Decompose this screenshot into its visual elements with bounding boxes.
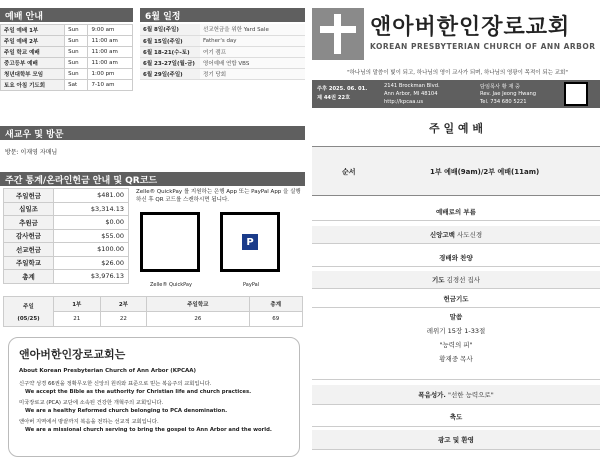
info-bar [312,80,600,108]
worship-header [0,8,133,22]
worship-time: 11:00 am [88,36,133,47]
announcements-welcome: 광고 및 환영 [438,436,474,444]
finance-label: 감사헌금 [4,229,54,243]
worship-row [1,25,133,36]
worship-time: 1:00 pm [88,69,133,80]
attendance-label [4,297,54,327]
finance-row [4,270,129,284]
schedule-date: 6월 18-21(수-토) [140,46,200,57]
finance-label: 주일학교 [4,256,54,270]
finance-row [4,202,129,216]
paypal-label: PayPal [243,282,260,288]
worship-time: 9:00 am [88,25,133,36]
scripture: 레위기 15장 1-33절 [426,327,486,335]
word-label: 말씀 [449,313,463,321]
creed-value: 사도신경 [457,231,483,239]
hymn-label: 폭음성가. [418,391,446,399]
blessing-row [312,407,600,427]
schedule-header [140,8,305,22]
visitors-title: 새교우 및 방문 [5,129,64,140]
zelle-label: Zelle® QuickPay [150,282,192,288]
attendance-value: 22 [100,312,147,327]
attendance-table [3,296,303,327]
finance-label: 선교헌금 [4,243,54,257]
pastor-name: 담임목사 황 재 중 [480,84,521,90]
praise-item: 경배와 찬양 [439,254,473,262]
online-giving-note: Zelle® QuickPay 를 지원하는 은행 App 또는 PayPal App 을 실행하신 후 QR 코드를 스캔하시면 됩니다. [136,189,301,203]
welcome-row [312,430,600,450]
worship-row [1,80,133,91]
church-address1: 2141 Brockman Blvd. [384,83,440,89]
worship-time: 7-10 am [88,80,133,91]
creed-label: 신앙고백 [429,231,455,239]
order-row [312,146,600,196]
finance-amount: $26.00 [54,256,129,270]
schedule-row [140,24,305,35]
offering-prayer: 헌금기도 [443,295,469,303]
praise-row [312,249,600,267]
church-name-ko: 앤아버한인장로교회 [370,15,571,40]
order-value: 1부 예배(9am)/2부 예배(11am) [430,168,540,176]
finance-row [4,256,129,270]
finance-row [4,243,129,257]
finance-row [4,229,129,243]
blessing: 축도 [449,413,463,421]
finance-amount: $55.00 [54,229,129,243]
order-label: 순서 [342,168,356,176]
schedule-date: 6월 29일(주일) [140,68,200,79]
schedule-event: 영어예배 연합 VBS [200,57,305,68]
worship-day: Sat [65,80,88,91]
worship-time: 11:00 am [88,58,133,69]
finance-label: 십일조 [4,202,54,216]
finance-label: 총계 [4,270,54,284]
about-subtitle: About Korean Presbyterian Church of Ann Arbor (KPCAA) [19,368,197,374]
call-to-worship-row [312,203,600,221]
finance-table [3,188,129,284]
attendance-label-top: 주일 [23,303,34,310]
finance-row [4,216,129,230]
attendance-header: 총계 [249,297,303,312]
worship-day: Sun [65,36,88,47]
offering-prayer-row [312,290,600,308]
schedule-date: 6월 15일(주일) [140,35,200,46]
church-motto: "하나님의 말씀이 빛이 되고, 하나님의 영이 교사가 되며, 하나님의 영광이 목적이 되는 교회" [347,70,568,76]
attendance-value: 26 [147,312,249,327]
finance-title: 주간 통계/온라인헌금 안내 및 QR코드 [5,175,158,186]
schedule-row [140,35,305,46]
church-logo [312,8,364,60]
about-item-en: We are a missional church serving to bring the gospel to Ann Arbor and the world. [25,427,272,433]
schedule-row [140,46,305,57]
schedule-event: 여기 캠프 [200,46,305,57]
worship-name: 주일 예배 2부 [1,36,65,47]
church-website[interactable]: http://kpcaa.us [384,99,424,105]
finance-amount: $3,314.13 [54,202,129,216]
about-box [8,337,300,457]
schedule-event: 정기 당회 [200,68,305,79]
prayer-value: 김경선 집사 [446,276,481,284]
finance-amount: $481.00 [54,189,129,203]
zelle-qr-code[interactable] [140,212,200,272]
hymn-row [312,385,600,405]
schedule-table [140,24,305,80]
attendance-value: 21 [54,312,101,327]
worship-name: 청년대학부 모임 [1,69,65,80]
attendance-label-date: (05/25) [17,315,40,322]
about-title: 앤아버한인장로교회는 [19,348,126,361]
worship-day: Sun [65,69,88,80]
attendance-header: 2부 [100,297,147,312]
finance-amount: $100.00 [54,243,129,257]
worship-row [1,69,133,80]
call-to-worship: 예배로의 부름 [436,208,476,216]
worship-name: 중고등부 예배 [1,58,65,69]
about-item-ko: 미국장로교 (PCA) 교단에 소속된 건강한 개혁주의 교회입니다. [19,400,164,406]
creed-row [312,226,600,244]
visitors-text: 방문: 이재영 자매님 [5,149,58,156]
worship-time: 11:00 am [88,47,133,58]
schedule-event: Father's day [200,35,305,46]
bulletin-issue: 제 44권 22호 [317,95,351,101]
about-item-ko: 앤아버 지역에서 땅끝까지 복음을 전하는 선교적 교회입니다. [19,419,159,425]
church-phone: Tel. 734 680 5221 [480,99,527,105]
finance-row [4,189,129,203]
hymn-value: "선한 능력으로" [447,391,494,399]
attendance-header: 1부 [54,297,101,312]
finance-header [0,172,305,186]
finance-label: 추원금 [4,216,54,230]
schedule-date: 6월 8일(주일) [140,24,200,35]
pastor-name-en: Rev. Jae Jeong Hwang [480,91,537,97]
preacher: 황재중 목사 [439,355,473,363]
bulletin-date: 주후 2025. 06. 01. [317,86,368,92]
schedule-date: 6월 23-27일(월-금) [140,57,200,68]
schedule-event: 선교헌금을 위한 Yard Sale [200,24,305,35]
worship-day: Sun [65,58,88,69]
worship-name: 주일 예배 1부 [1,25,65,36]
church-qr-code[interactable] [564,82,588,106]
paypal-qr-code[interactable] [220,212,280,272]
prayer-row [312,271,600,289]
paypal-logo-icon: P [242,234,258,250]
schedule-row [140,57,305,68]
worship-day: Sun [65,25,88,36]
about-list [19,379,289,433]
finance-label: 주일헌금 [4,189,54,203]
visitors-header [0,126,305,140]
worship-name: 토요 아침 기도회 [1,80,65,91]
cross-icon [334,14,341,54]
about-item-en: We are a healthy Reformed church belonging to PCA denomination. [25,408,228,414]
about-item-ko: 신구약 성경 66권을 정확무오한 신앙의 원리와 표준으로 믿는 복음주의 교회입니다. [19,381,212,387]
service-title: 주 일 예 배 [429,122,483,135]
about-item-en: We accept the Bible as the authority for Christian life and church practices. [25,389,252,395]
worship-row [1,47,133,58]
attendance-value: 69 [249,312,303,327]
worship-name: 주일 학교 예배 [1,47,65,58]
worship-row [1,36,133,47]
sermon-block [312,310,600,380]
worship-row [1,58,133,69]
schedule-row [140,68,305,79]
attendance-header: 주일학교 [147,297,249,312]
church-name-en: KOREAN PRESBYTERIAN CHURCH OF ANN ARBOR [370,42,596,51]
prayer-label: 기도 [431,276,445,284]
schedule-title: 6월 일정 [145,11,181,22]
finance-amount: $3,976.13 [54,270,129,284]
worship-day: Sun [65,47,88,58]
worship-title: 예배 안내 [5,11,43,22]
sermon-title: "능력의 피" [439,341,473,349]
cross-bar [320,26,356,33]
worship-table [0,24,133,91]
church-address2: Ann Arbor, MI 48104 [384,91,438,97]
finance-amount: $0.00 [54,216,129,230]
